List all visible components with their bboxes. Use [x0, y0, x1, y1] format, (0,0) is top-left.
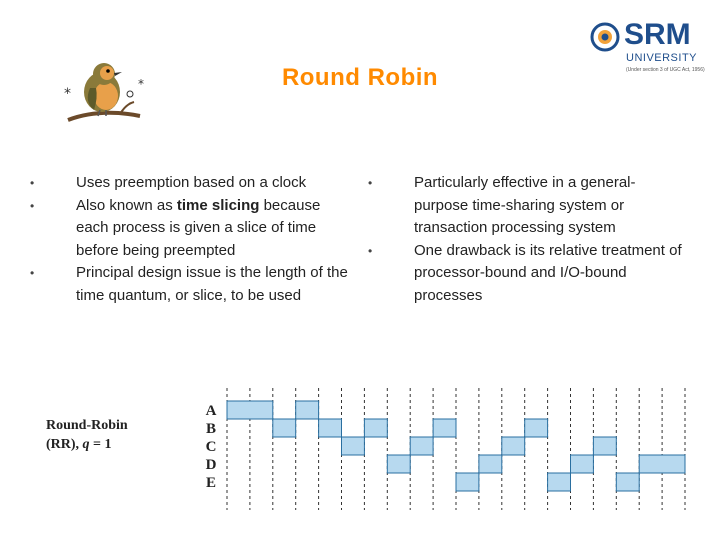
bullet-emphasis: time slicing	[176, 196, 260, 214]
bullet-item	[30, 195, 350, 263]
bullet-item	[368, 240, 688, 308]
gantt-bar-d	[387, 455, 410, 473]
gantt-bar-d	[639, 455, 685, 473]
gantt-bar-b	[525, 419, 548, 437]
process-label-d: D	[205, 457, 217, 473]
chart-label	[46, 416, 128, 454]
bullet-text-post: because each process is given a slice of time before being preempted	[76, 196, 321, 259]
chart-label-prefix: (RR),	[46, 437, 83, 452]
logo-subtitle: UNIVERSITY	[626, 52, 698, 64]
gantt-bar-a	[296, 401, 319, 419]
gantt-bar-c	[410, 437, 433, 455]
gantt-bar-a	[227, 401, 273, 419]
chart-label-q: q	[82, 437, 90, 452]
gantt-bar-b	[319, 419, 342, 437]
bullet-text-pre: Also known as	[76, 196, 177, 214]
gantt-bar-e	[548, 473, 571, 491]
logo-tagline: (Under section 3 of UGC Act, 1956)	[626, 67, 705, 73]
gantt-bar-c	[593, 437, 616, 455]
gantt-bar-d	[571, 455, 594, 473]
bullet-text: One drawback is its relative treatment of processor-bound and I/O-bound processes	[414, 241, 682, 304]
left-bullet-list	[30, 172, 350, 307]
chart-label-line2	[46, 435, 128, 454]
process-label-a: A	[205, 403, 217, 419]
gantt-bar-e	[616, 473, 639, 491]
slide-title: Round Robin	[281, 64, 439, 91]
gantt-bar-b	[433, 419, 456, 437]
gantt-bar-c	[342, 437, 365, 455]
bullet-dot-icon: •	[30, 176, 35, 190]
svg-text:*: *	[138, 77, 144, 91]
chart-label-line1: Round-Robin	[46, 418, 128, 433]
bullet-dot-icon: •	[368, 176, 373, 190]
process-label-e: E	[205, 475, 217, 491]
bullet-text: Principal design issue is the length of the time quantum, or slice, to be used	[76, 264, 348, 304]
bullet-dot-icon: •	[30, 266, 35, 280]
svg-text:*: *	[64, 86, 71, 102]
bullet-item	[30, 172, 350, 195]
bullet-dot-icon: •	[30, 198, 35, 213]
right-bullet-list	[368, 172, 688, 307]
gantt-bar-b	[273, 419, 296, 437]
bullet-item	[368, 172, 688, 240]
gantt-bar-d	[479, 455, 502, 473]
bullet-text: Uses preemption based on a clock	[76, 174, 307, 191]
srm-emblem-icon	[590, 22, 620, 52]
bullet-item	[30, 262, 350, 307]
logo-name: SRM	[624, 18, 691, 51]
gantt-bar-c	[502, 437, 525, 455]
round-robin-gantt-chart	[200, 388, 705, 510]
gantt-bar-b	[364, 419, 387, 437]
process-label-b: B	[205, 421, 217, 437]
gantt-bar-e	[456, 473, 479, 491]
process-label-c: C	[205, 439, 217, 455]
bullet-dot-icon: •	[368, 243, 373, 258]
bullet-text: Particularly effective in a general-purpose time-sharing system or transaction processing system	[414, 174, 636, 236]
chart-label-suffix: = 1	[89, 437, 112, 452]
